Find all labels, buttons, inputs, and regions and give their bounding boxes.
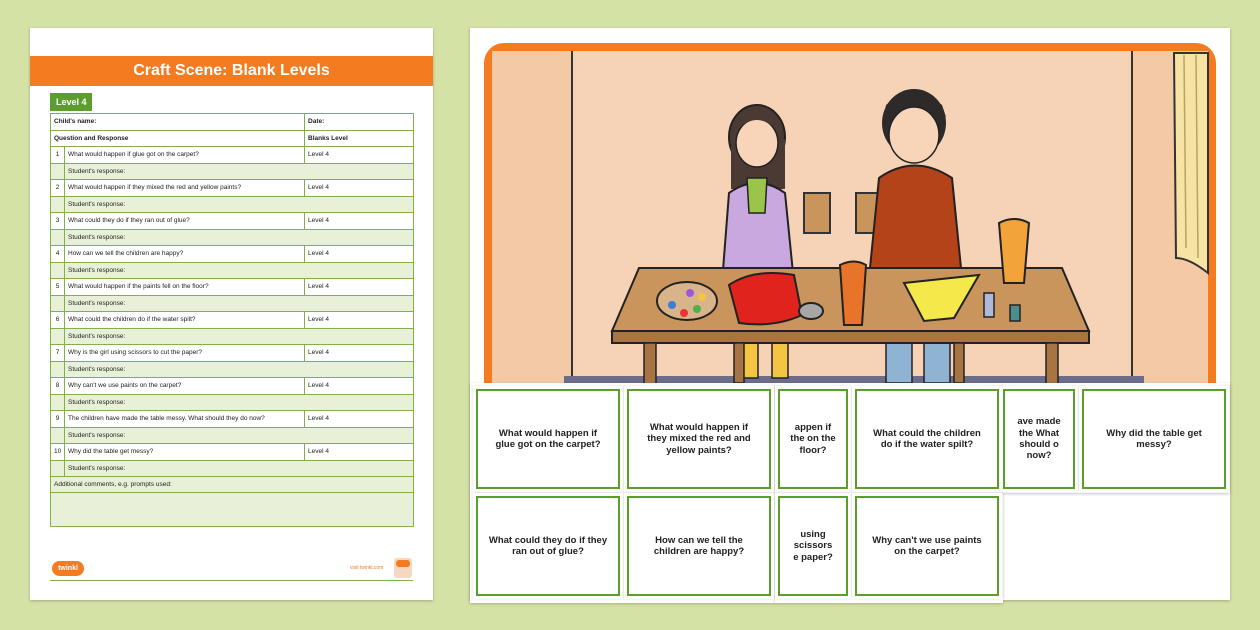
- response-spacer: [51, 394, 65, 411]
- worksheet-title: Craft Scene: Blank Levels: [133, 62, 330, 79]
- question-text: Why can't we use paints on the carpet?: [65, 378, 305, 395]
- question-card-partial[interactable]: [780, 498, 846, 594]
- card-text: What would happen if glue got on the carpet?: [495, 427, 601, 450]
- card-text: appen if the on the floor?: [790, 421, 836, 456]
- question-text: What could the children do if the water spilt?: [65, 312, 305, 329]
- question-number: 8: [51, 378, 65, 395]
- question-text: What could they do if they ran out of glue?: [65, 213, 305, 230]
- student-response-field[interactable]: Student's response:: [65, 328, 414, 345]
- question-number: 1: [51, 147, 65, 164]
- card-text: What would happen if they mixed the red and yellow paints?: [647, 421, 751, 456]
- table-row: [51, 394, 414, 411]
- worksheet-title-bar: [30, 56, 433, 86]
- table-row: [51, 477, 414, 493]
- question-card[interactable]: [478, 498, 618, 594]
- response-spacer: [51, 460, 65, 477]
- response-spacer: [51, 262, 65, 279]
- question-level: Level 4: [305, 180, 414, 197]
- question-number: 2: [51, 180, 65, 197]
- worksheet-page: [30, 28, 433, 600]
- question-card[interactable]: [629, 391, 769, 487]
- comments-box[interactable]: [51, 493, 414, 527]
- question-level: Level 4: [305, 213, 414, 230]
- table-row: [51, 444, 414, 461]
- table-row: [51, 180, 414, 197]
- question-card[interactable]: [1084, 391, 1224, 487]
- table-row: [51, 279, 414, 296]
- table-row: [51, 328, 414, 345]
- column-header-question: Question and Response: [51, 130, 305, 147]
- table-row: [51, 345, 414, 362]
- question-number: 9: [51, 411, 65, 428]
- table-row: [51, 378, 414, 395]
- table-row: [51, 460, 414, 477]
- question-text: How can we tell the children are happy?: [65, 246, 305, 263]
- question-table: [50, 113, 414, 527]
- student-response-field[interactable]: Student's response:: [65, 262, 414, 279]
- card-text: ave made the What should o now?: [1017, 416, 1061, 462]
- question-card[interactable]: [857, 498, 997, 594]
- twinkl-badge-icon: [394, 558, 412, 578]
- student-response-field[interactable]: Student's response:: [65, 229, 414, 246]
- table-row: [51, 262, 414, 279]
- question-number: 3: [51, 213, 65, 230]
- student-response-field[interactable]: Student's response:: [65, 163, 414, 180]
- student-response-field[interactable]: Student's response:: [65, 394, 414, 411]
- comments-label: Additional comments, e.g. prompts used:: [51, 477, 414, 493]
- question-level: Level 4: [305, 411, 414, 428]
- column-header-level: Blanks Level: [305, 130, 414, 147]
- table-row: [51, 361, 414, 378]
- student-response-field[interactable]: Student's response:: [65, 295, 414, 312]
- question-number: 10: [51, 444, 65, 461]
- question-text: What would happen if they mixed the red and yellow paints?: [65, 180, 305, 197]
- question-level: Level 4: [305, 279, 414, 296]
- table-row: [51, 246, 414, 263]
- question-text: Why did the table get messy?: [65, 444, 305, 461]
- question-level: Level 4: [305, 378, 414, 395]
- table-row: [51, 427, 414, 444]
- card-text: using scissors e paper?: [793, 528, 833, 563]
- question-text: What would happen if the paints fell on the floor?: [65, 279, 305, 296]
- card-text: Why did the table get messy?: [1106, 427, 1202, 450]
- table-row: [51, 493, 414, 527]
- table-row: [51, 213, 414, 230]
- question-text: Why is the girl using scissors to cut the paper?: [65, 345, 305, 362]
- footer-divider: [50, 580, 413, 581]
- response-spacer: [51, 295, 65, 312]
- table-row: [51, 147, 414, 164]
- visit-link[interactable]: visit twinkl.com: [350, 565, 384, 571]
- table-row: [51, 229, 414, 246]
- response-spacer: [51, 196, 65, 213]
- card-text: What could the children do if the water spilt?: [873, 427, 981, 450]
- table-row: [51, 114, 414, 131]
- question-number: 4: [51, 246, 65, 263]
- table-row: [51, 295, 414, 312]
- question-level: Level 4: [305, 246, 414, 263]
- card-text: Why can't we use paints on the carpet?: [872, 534, 982, 557]
- question-level: Level 4: [305, 444, 414, 461]
- table-row: [51, 411, 414, 428]
- childs-name-label: Child's name:: [51, 114, 305, 131]
- level-badge: Level 4: [50, 93, 92, 111]
- question-card-partial[interactable]: [1005, 391, 1073, 487]
- question-card[interactable]: [857, 391, 997, 487]
- table-row: [51, 163, 414, 180]
- question-level: Level 4: [305, 312, 414, 329]
- response-spacer: [51, 427, 65, 444]
- card-text: How can we tell the children are happy?: [653, 534, 745, 557]
- question-number: 5: [51, 279, 65, 296]
- card-text: What could they do if they ran out of glue?: [488, 534, 608, 557]
- response-spacer: [51, 229, 65, 246]
- student-response-field[interactable]: Student's response:: [65, 460, 414, 477]
- table-row: [51, 312, 414, 329]
- question-level: Level 4: [305, 147, 414, 164]
- question-text: The children have made the table messy. What should they do now?: [65, 411, 305, 428]
- student-response-field[interactable]: Student's response:: [65, 196, 414, 213]
- question-number: 7: [51, 345, 65, 362]
- twinkl-logo: twinkl: [52, 561, 84, 576]
- student-response-field[interactable]: Student's response:: [65, 361, 414, 378]
- question-card[interactable]: [478, 391, 618, 487]
- question-card[interactable]: [629, 498, 769, 594]
- table-row: [51, 130, 414, 147]
- date-label: Date:: [305, 114, 414, 131]
- student-response-field[interactable]: Student's response:: [65, 427, 414, 444]
- response-spacer: [51, 328, 65, 345]
- response-spacer: [51, 163, 65, 180]
- response-spacer: [51, 361, 65, 378]
- question-level: Level 4: [305, 345, 414, 362]
- question-card-partial[interactable]: [780, 391, 846, 487]
- craft-scene-illustration: [484, 43, 1216, 388]
- table-row: [51, 196, 414, 213]
- question-number: 6: [51, 312, 65, 329]
- question-text: What would happen if glue got on the carpet?: [65, 147, 305, 164]
